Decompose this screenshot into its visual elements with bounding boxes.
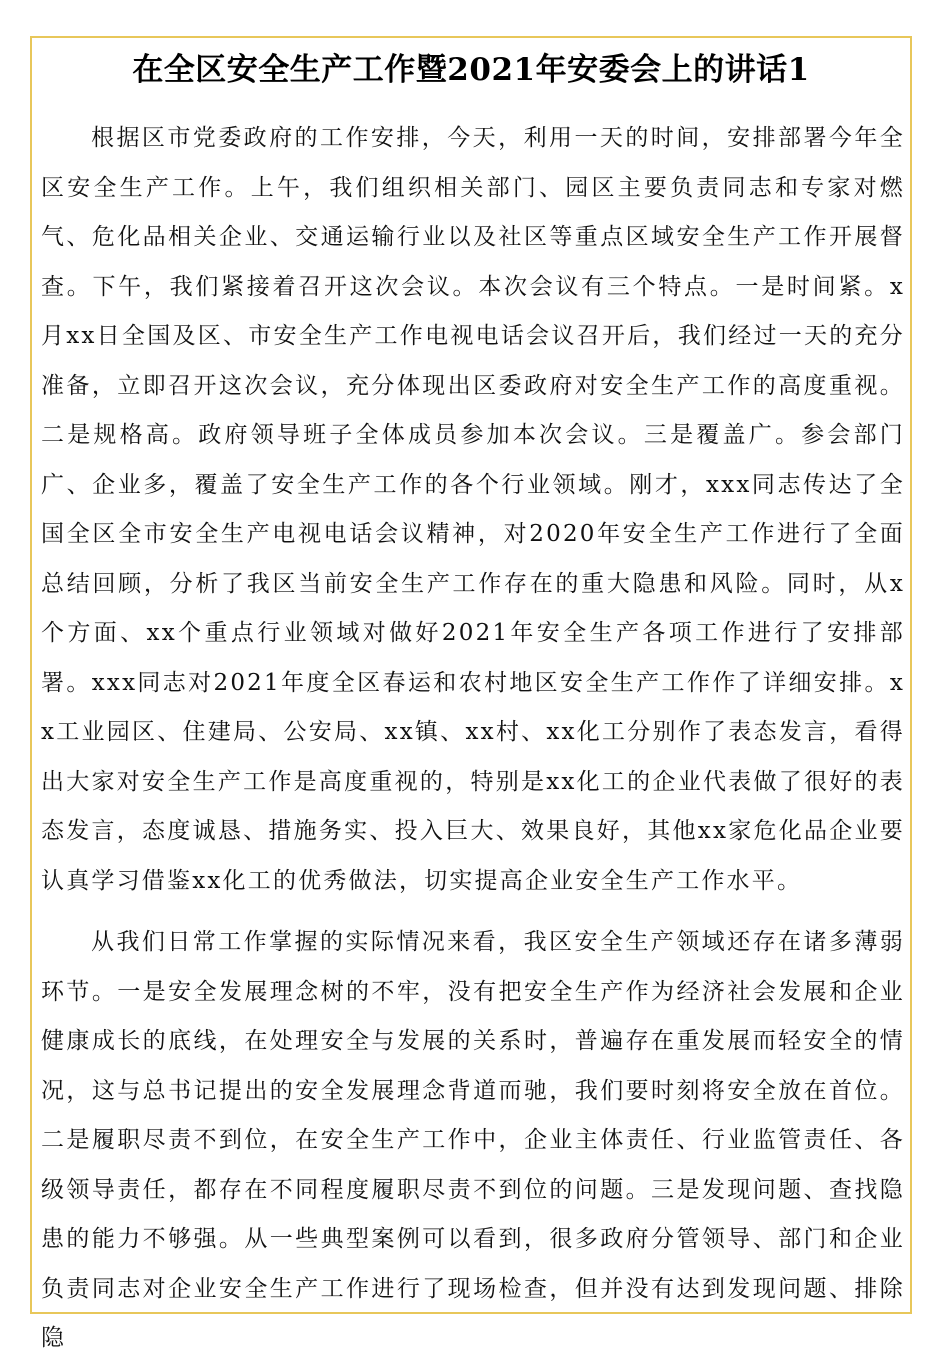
body-paragraph: 从我们日常工作掌握的实际情况来看，我区安全生产领域还存在诸多薄弱环节。一是安全发展理念树的不牢，没有把安全生产作为经济社会发展和企业健康成长的底线，在处理安全与发展的关系时，普遍存在重发展而轻安全的情况，这与总书记提出的安全发展理念背道而驰，我们要时刻将安全放在首位。二是履职尽责不到位，在安全生产工作中，企业主体责任、行业监管责任、各级领导责任，都存在不同程度履职尽责不到位的问题。三是发现问题、查找隐患的能力不够强。从一些典型案例可以看到，很多政府分管领导、部门和企业负责同志对企业安全生产工作进行了现场检查，但并没有达到发现问题、排除隐 — [41, 929, 905, 1351]
body-paragraph: 根据区市党委政府的工作安排，今天，利用一天的时间，安排部署今年全区安全生产工作。上午，我们组织相关部门、园区主要负责同志和专家对燃气、危化品相关企业、交通运输行业以及社区等重点区域安全生产工作开展督查。下午，我们紧接着召开这次会议。本次会议有三个特点。一是时间紧。x月xx日全国及区、市安全生产工作电视电话会议召开后，我们经过一天的充分准备，立即召开这次会议，充分体现出区委政府对安全生产工作的高度重视。二是规格高。政府领导班子全体成员参加本次会议。三是覆盖广。参会部门广、企业多，覆盖了安全生产工作的各个行业领域。刚才，xxx同志传达了全国全区全市安全生产电视电话会议精神，对2020年安全生产工作进行了全面总结回顾，分析了我区当前安全生产工作存在的重大隐患和风险。同时，从x个方面、xx个重点行业领域对做好2021年安全生产各项工作进行了安排部署。xxx同志对2021年度全区春运和农村地区安全生产工作作了详细安排。xx工业园区、住建局、公安局、xx镇、xx村、xx化工分别作了表态发言，看得出大家对安全生产工作是高度重视的，特别是xx化工的企业代表做了很好的表态发言，态度诚恳、措施务实、投入巨大、效果良好，其他xx家危化品企业要认真学习借鉴xx化工的优秀做法，切实提高企业安全生产工作水平。 — [41, 125, 905, 894]
document-title: 在全区安全生产工作暨2021年安委会上的讲话1 — [132, 52, 810, 88]
document-page — [30, 36, 912, 1351]
